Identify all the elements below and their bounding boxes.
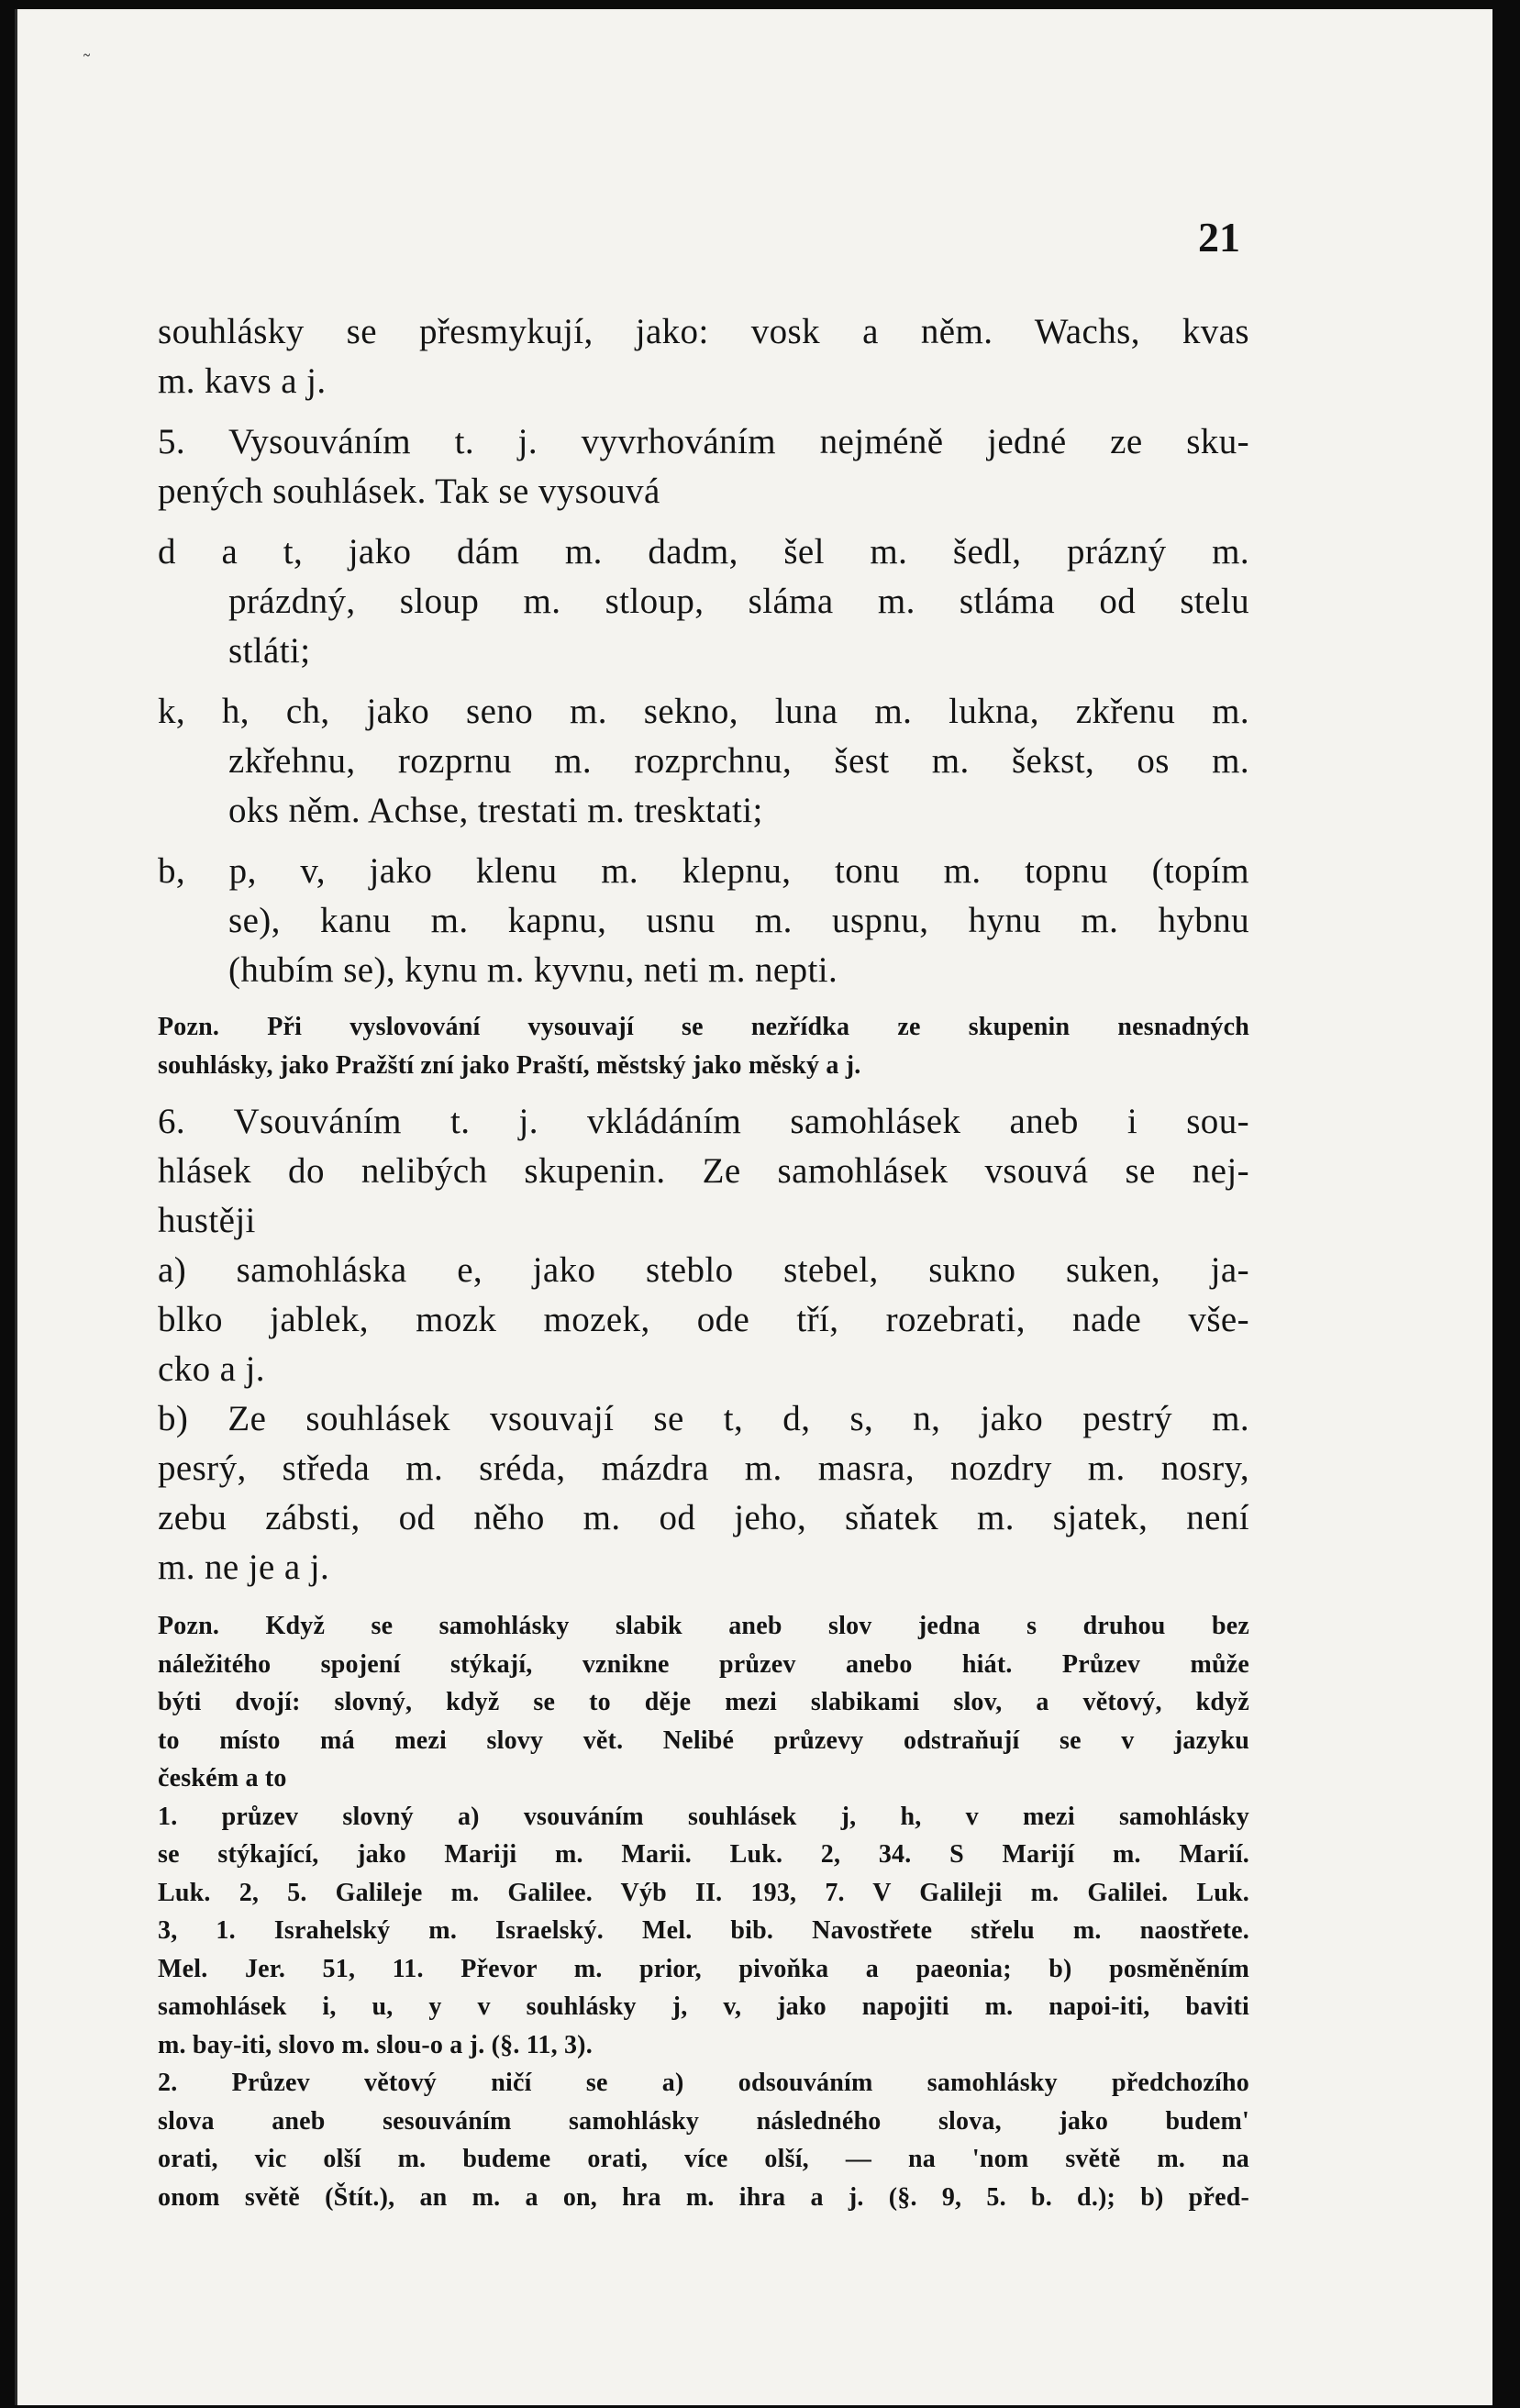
text-line: souhlásky se přesmykují, jako: vosk a něm. Wachs, kvas [158,312,1249,351]
hang-cont: zkřehnu, rozprnu m. rozprchnu, šest m. šekst, os m. [228,741,1249,781]
note-line: 2. Průzev větový ničí se a) odsouváním samohlásky předchozího [158,2069,1249,2097]
paragraph-section-6 [158,1097,1249,1592]
note-2 [158,1607,1249,2216]
hang-cont: (hubím se), kynu m. kyvnu, neti m. nepti. [228,950,838,990]
note-line: Pozn. Když se samohlásky slabik aneb slov jedna s druhou bez [158,1612,1249,1640]
text-line: m. kavs a j. [158,361,327,401]
paragraph-intro [158,307,1249,995]
text-line: zebu zábsti, od něho m. od jeho, sňatek m. sjatek, není [158,1498,1249,1537]
note-line: Pozn. Při vyslovování vysouvají se nezřídka ze skupenin nesnadných [158,1013,1249,1041]
hang-cont: prázdný, sloup m. stloup, sláma m. stláma od stelu [228,582,1249,621]
note-line: českém a to [158,1764,287,1792]
note-line: náležitého spojení stýkají, vznikne průzev anebo hiát. Průzev může [158,1649,1249,1679]
note-line: Luk. 2, 5. Galileje m. Galilee. Výb II. 193, 7. V Galileji m. Galilei. Luk. [158,1878,1249,1907]
hang-cont: oks něm. Achse, trestati m. tresktati; [228,791,763,830]
text-line: cko a j. [158,1349,265,1389]
note-line: 3, 1. Israhelský m. Israelský. Mel. bib. Navostřete střelu m. naostřete. [158,1916,1249,1945]
note-line: býti dvojí: slovný, když se to děje mezi slabikami slov, a větový, když [158,1688,1249,1716]
hang-lead: k, h, ch, jako seno m. sekno, luna m. lukna, zkřenu m. [158,692,1249,731]
note-line: onom světě (Štít.), an m. a on, hra m. ihra a j. (§. 9, 5. b. d.); b) před- [158,2182,1249,2212]
scan-speck: ˷ [82,35,92,58]
note-line: to místo má mezi slovy vět. Nelibé průzevy odstraňují se v jazyku [158,1726,1249,1755]
text-line: pených souhlásek. Tak se vysouvá [158,472,660,511]
hang-lead: d a t, jako dám m. dadm, šel m. šedl, prázný m. [158,532,1249,571]
note-line: samohlásek i, u, y v souhlásky j, v, jako napojiti m. napoi-iti, baviti [158,1992,1249,2021]
text-line: blko jablek, mozk mozek, ode tří, rozebrati, nade vše- [158,1300,1249,1339]
hang-cont: se), kanu m. kapnu, usnu m. uspnu, hynu m. hybnu [228,901,1249,940]
text-line: a) samohláska e, jako steblo stebel, sukno suken, ja- [158,1250,1249,1290]
text-line: pesrý, středa m. sréda, mázdra m. masra, nozdry m. nosry, [158,1448,1249,1488]
text-line: 5. Vysouváním t. j. vyvrhováním nejméně jedné ze sku- [158,422,1249,461]
text-line: 6. Vsouváním t. j. vkládáním samohlásek aneb i sou- [158,1102,1249,1141]
note-line: se stýkající, jako Mariji m. Marii. Luk. 2, 34. S Marijí m. Marií. [158,1840,1249,1869]
page-number: 21 [1198,214,1240,261]
text-line: m. ne je a j. [158,1548,330,1587]
note-1 [158,1008,1249,1084]
note-line: orati, vic olší m. budeme orati, více olší, — na 'nom světě m. na [158,2145,1249,2173]
note-line: m. bay-iti, slovo m. slou-o a j. (§. 11, 3). [158,2030,593,2059]
book-page [15,9,1492,2405]
text-line: hlásek do nelibých skupenin. Ze samohlásek vsouvá se nej- [158,1151,1249,1191]
hang-lead: b, p, v, jako klenu m. klepnu, tonu m. topnu (topím [158,851,1249,891]
note-line: slova aneb sesouváním samohlásky následného slova, jako budem' [158,2106,1249,2136]
note-line: souhlásky, jako Pražští zní jako Praští, městský jako měský a j. [158,1050,861,1080]
text-body [158,307,1249,2216]
note-line: Mel. Jer. 51, 11. Převor m. prior, pivoňka a paeonia; b) posměněním [158,1954,1249,1983]
note-line: 1. průzev slovný a) vsouváním souhlásek j, h, v mezi samohlásky [158,1802,1249,1831]
text-line: hustěji [158,1201,256,1240]
text-line: b) Ze souhlásek vsouvají se t, d, s, n, jako pestrý m. [158,1399,1249,1438]
hang-cont: stláti; [228,631,311,671]
